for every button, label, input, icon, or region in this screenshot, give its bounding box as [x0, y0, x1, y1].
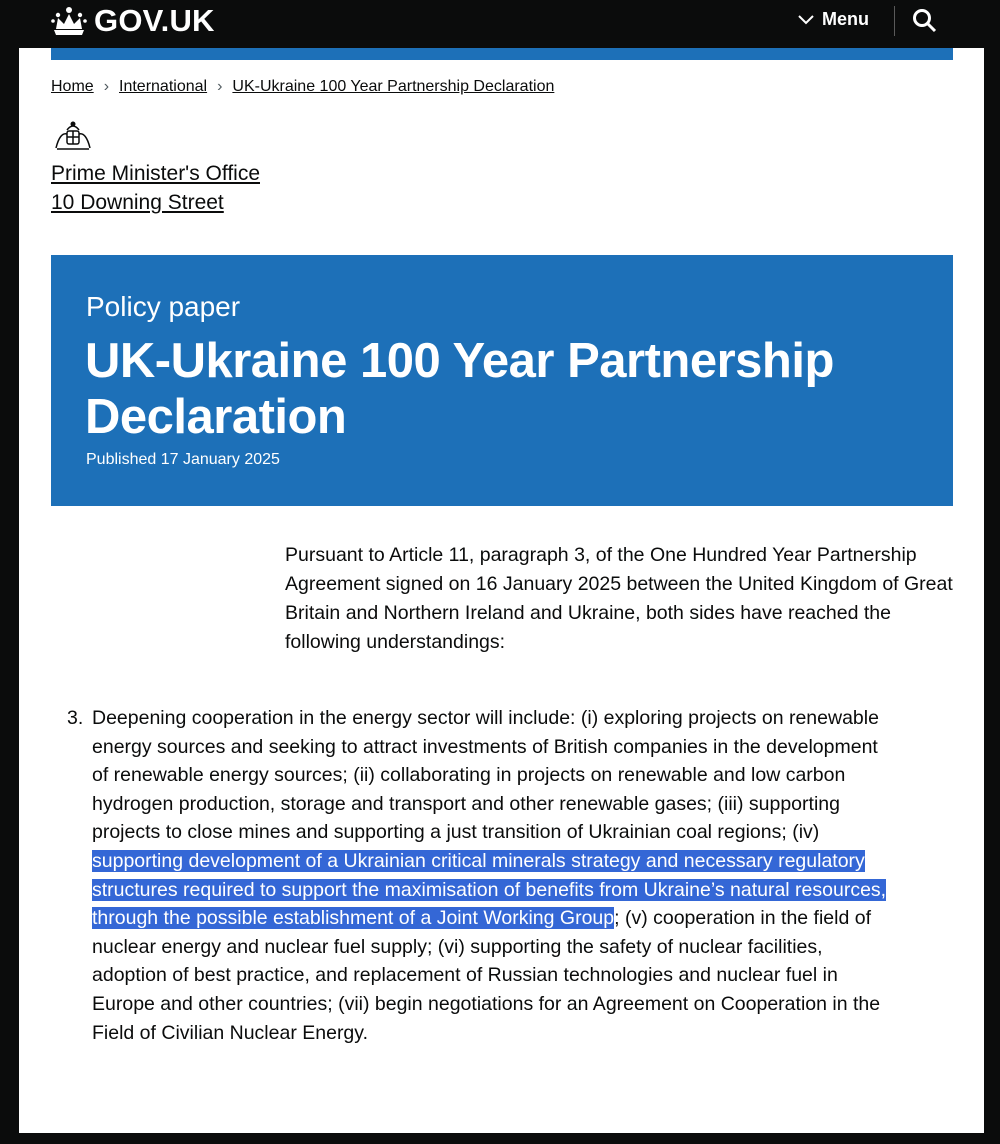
intro-paragraph: Pursuant to Article 11, paragraph 3, of the One Hundred Year Partnership Agreement signed on 16 January 2025 between the United Kingdom of Great Britain and Northern Ireland and Ukraine, both sides have reached the following understandings:	[285, 544, 953, 653]
published-date: Published 17 January 2025	[86, 451, 280, 468]
menu-label: Menu	[822, 9, 869, 29]
breadcrumb-home[interactable]: Home	[51, 78, 94, 95]
search-button[interactable]	[912, 8, 938, 39]
org-link-10-downing-street[interactable]: 10 Downing Street	[51, 191, 224, 214]
list-item-text	[92, 704, 892, 1047]
header-divider	[894, 6, 895, 36]
list-item-number: 3.	[67, 707, 84, 729]
chevron-down-icon	[798, 15, 814, 25]
logo-text: GOV.UK	[94, 3, 215, 38]
org-link-prime-ministers-office[interactable]: Prime Minister's Office	[51, 162, 260, 185]
govuk-logo-link[interactable]	[50, 3, 215, 39]
chevron-right-icon: ›	[217, 78, 223, 95]
breadcrumb-international[interactable]: International	[119, 78, 208, 95]
list-item-text-after: ; (v) cooperation in the field of nuclear energy and nuclear fuel supply; (vi) supporting the safety of nuclear facilities, adoption of best practice, and replacement of Russian technologies and nuclear fuel in Europe and other countries; (vii) begin negotiations for an Agreement on Cooperation in the Field of Civilian Nuclear Energy.	[92, 907, 881, 1044]
page-content	[19, 48, 984, 1133]
menu-button[interactable]	[798, 9, 869, 30]
site-header	[0, 0, 1000, 48]
breadcrumb-current-page[interactable]: UK-Ukraine 100 Year Partnership Declaration	[232, 78, 555, 95]
royal-crest-icon	[51, 118, 95, 154]
document-type: Policy paper	[86, 291, 241, 322]
masthead	[51, 255, 953, 506]
search-icon	[912, 8, 938, 34]
page-title: UK-Ukraine 100 Year Partnership Declaration	[85, 334, 834, 444]
chevron-right-icon: ›	[103, 78, 110, 95]
list-item-text-before: Deepening cooperation in the energy sector will include: (i) exploring projects on renewable energy sources and seeking to attract investments of British companies in the development of renewable energy sources; (ii) collaborating in projects on renewable and low carbon hydrogen production, storage and transport and other renewable gases; (iii) supporting projects to close mines and supporting a just transition of Ukrainian coal regions; (iv)	[92, 707, 879, 844]
header-blue-bar	[51, 48, 953, 60]
organisation-logo	[51, 118, 260, 217]
breadcrumb	[51, 78, 554, 96]
selected-text-highlight[interactable]: supporting development of a Ukrainian critical minerals strategy and necessary regulatory structures required to support the maximisation of benefits from Ukraine’s natural resources, through the possible establishment of a Joint Working Group	[92, 849, 887, 930]
crown-icon	[50, 4, 88, 38]
